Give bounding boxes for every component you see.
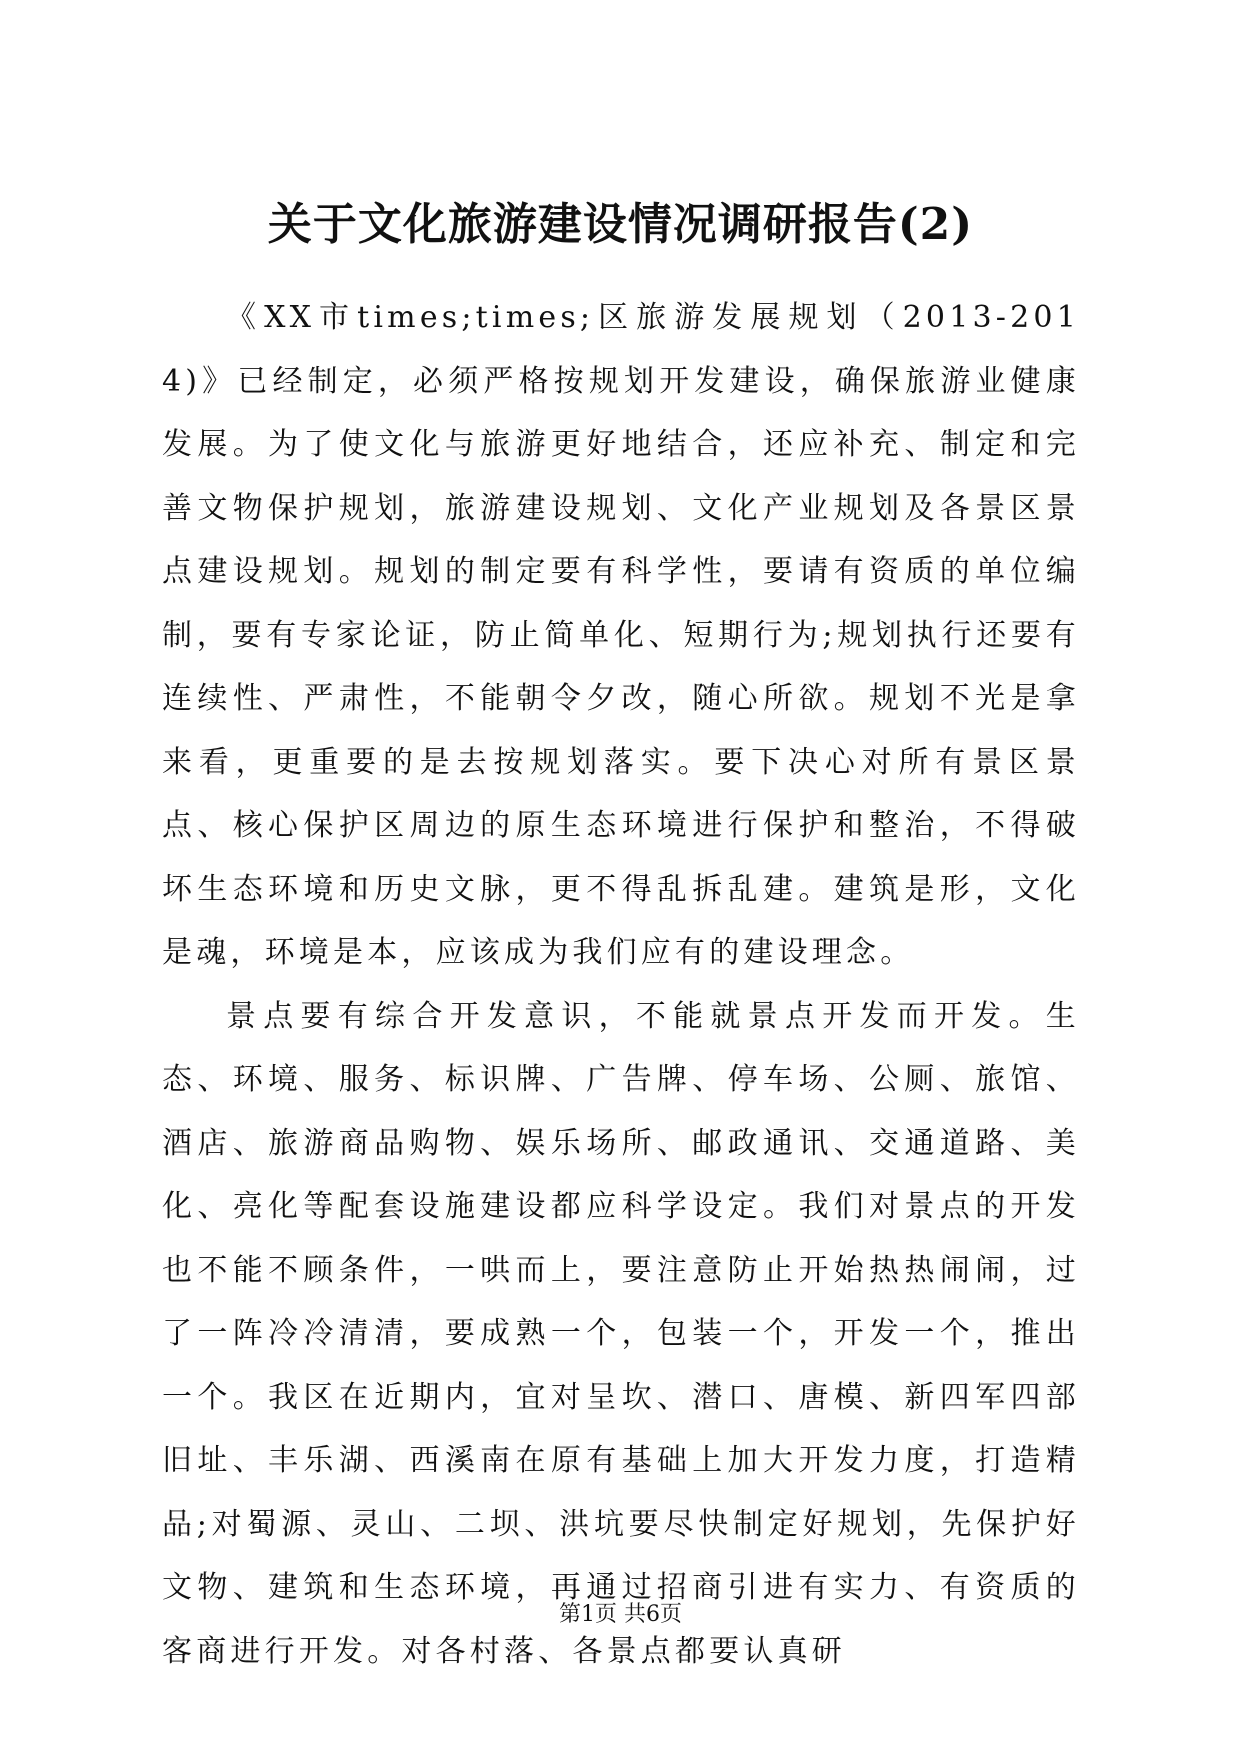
document-body [162, 286, 1080, 1683]
document-title: 关于文化旅游建设情况调研报告(2) [267, 199, 974, 250]
page-footer: 第1页 共6页 [559, 1602, 682, 1627]
paragraph-2: 景点要有综合开发意识，不能就景点开发而开发。生态、环境、服务、标识牌、广告牌、停车场、公厕、旅馆、酒店、旅游商品购物、娱乐场所、邮政通讯、交通道路、美化、亮化等配套设施建设都应科学设定。我们对景点的开发也不能不顾条件，一哄而上，要注意防止开始热热闹闹，过了一阵冷冷清清，要成熟一个，包装一个，开发一个，推出一个。我区在近期内，宜对呈坎、潜口、唐模、新四军四部旧址、丰乐湖、西溪南在原有基础上加大开发力度，打造精品;对蜀源、灵山、二坝、洪坑要尽快制定好规划，先保护好文物、建筑和生态环境，再通过招商引进有实力、有资质的客商进行开发。对各村落、各景点都要认真研 [162, 998, 1080, 1669]
paragraph-1: 《XX市times;times;区旅游发展规划（2013-2014)》已经制定，必须严格按规划开发建设，确保旅游业健康发展。为了使文化与旅游更好地结合，还应补充、制定和完善文物保护规划，旅游建设规划、文化产业规划及各景区景点建设规划。规划的制定要有科学性，要请有资质的单位编制，要有专家论证，防止简单化、短期行为;规划执行还要有连续性、严肃性，不能朝令夕改，随心所欲。规划不光是拿来看，更重要的是去按规划落实。要下决心对所有景区景点、核心保护区周边的原生态环境进行保护和整治，不得破坏生态环境和历史文脉，更不得乱拆乱建。建筑是形，文化是魂，环境是本，应该成为我们应有的建设理念。 [162, 300, 1080, 970]
